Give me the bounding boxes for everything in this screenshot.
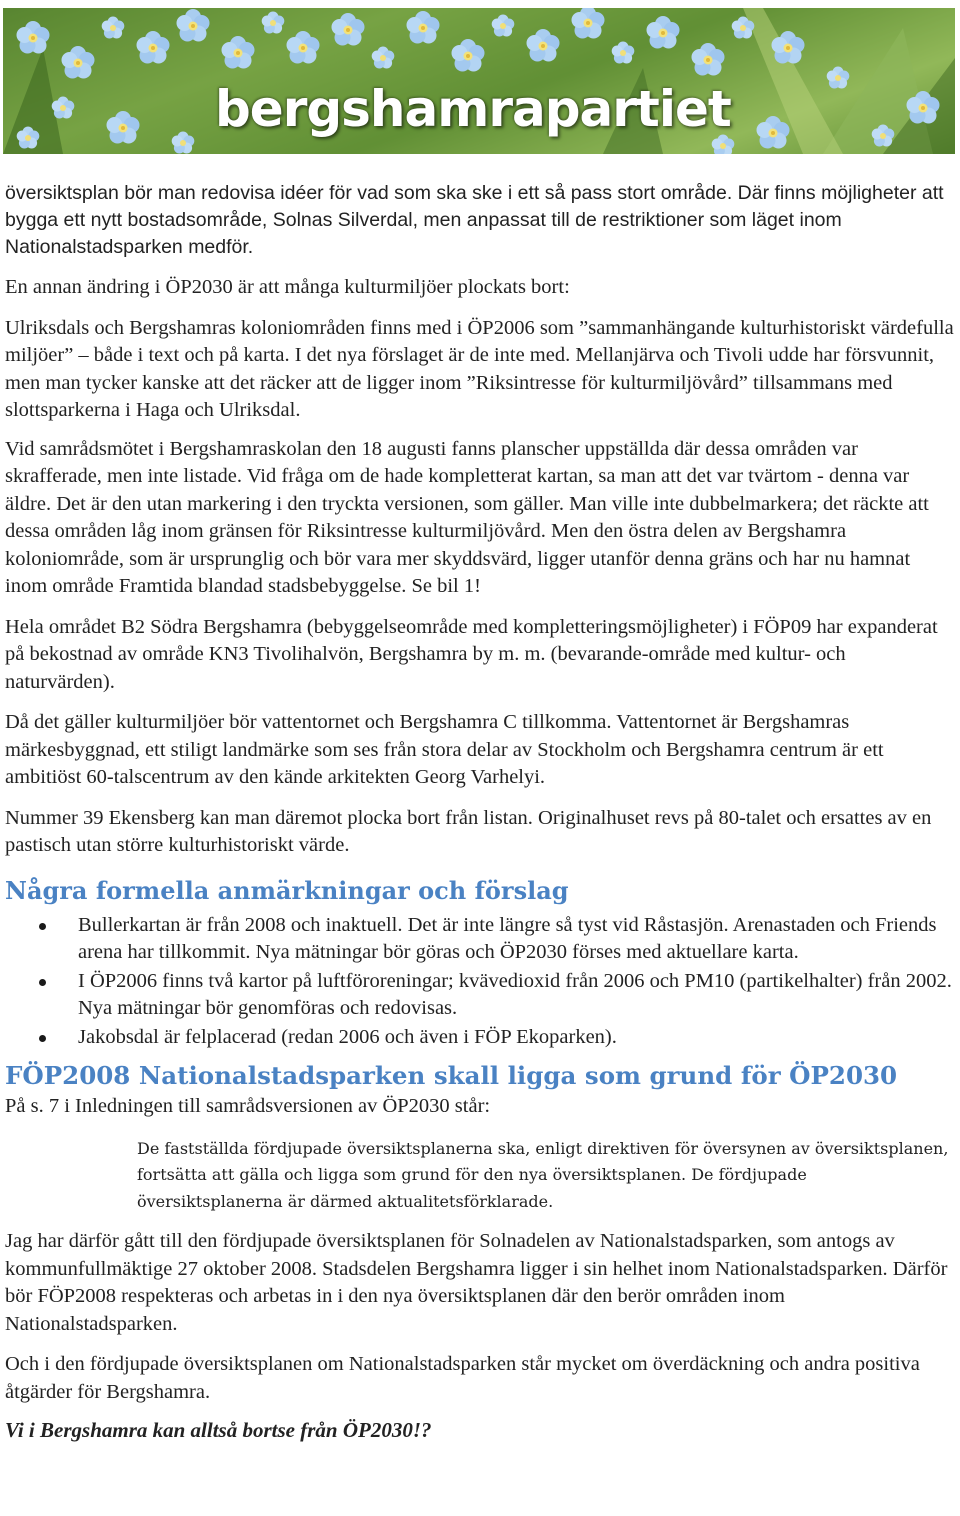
bullet-icon — [39, 1035, 46, 1042]
list-item — [5, 1024, 955, 1052]
paragraph-area-b2: Hela området B2 Södra Bergshamra (bebyggelseområde med kompletteringsmöjligheter) i FÖP09 har expanderat på bekostnad av område KN3 Tivolihalvön, Bergshamra by m. m. (bevarande-område med kultur- och naturvärden). — [5, 615, 938, 693]
paragraph-water-tower: Då det gäller kulturmiljöer bör vattentornet och Bergshamra C tillkomma. Vattentornet är Bergshamras märkesbyggnad, ett stiligt landmärke som ses från stora delar av Stockholm och Bergshamra centrum är ett ambitiöst 60-talscentrum av den kände arkitekten Georg Varhelyi. — [5, 711, 884, 788]
list-item — [5, 912, 955, 967]
quote-block: De fastställda fördjupade översiktsplanerna ska, enligt direktiven för översynen av översiktsplanen, fortsätta att gälla och ligga som grund för den nya översiktsplanen. De fördjupade översiktsplanerna är därmed aktualitetsförklarade. — [137, 1138, 949, 1211]
bullet-icon — [39, 979, 46, 986]
paragraph-fop-solna: Jag har därför gått till den fördjupade översiktsplanen för Solnadelen av Nationalstadsparken, som antogs av kommunfullmäktige 27 oktober 2008. Stadsdelen Bergshamra ligger i sin helhet inom Nationalstadsparken. Därför bör FÖP2008 respekteras och arbetas in i den nya översiktsplanen där den berör områden inom Nationalstadsparken. — [5, 1230, 948, 1335]
bullet-icon — [39, 923, 46, 930]
list-item-text: Jakobsdal är felplacerad (redan 2006 och även i FÖP Ekoparken). — [78, 1025, 617, 1048]
paragraph-positive-measures: Och i den fördjupade översiktsplanen om Nationalstadsparken står mycket om överdäckning och andra positiva åtgärder för Bergshamra. — [5, 1353, 920, 1403]
paragraph-colony-areas: Ulriksdals och Bergshamras koloniområden finns med i ÖP2006 som ”sammanhängande kulturhistoriskt värdefulla miljöer” – både i text och på karta. I det nya förslaget är de inte med. Mellanjärva och Tivoli udde har försvunnit, men man tycker kanske att det räcker att de ligger inom ”Riksintresse för kulturmiljövård” tillsammans med slottsparkerna i Haga och Ulriksdal. — [5, 316, 954, 421]
remarks-list — [5, 912, 955, 1052]
paragraph-culture-removed: En annan ändring i ÖP2030 är att många kulturmiljöer plockats bort: — [5, 276, 570, 298]
section-heading-fop2008: FÖP2008 Nationalstadsparken skall ligga som grund för ÖP2030 — [5, 1061, 898, 1090]
header-banner — [3, 8, 955, 154]
list-item — [5, 968, 955, 1023]
document-body — [5, 180, 955, 1444]
list-item-text: I ÖP2006 finns två kartor på luftföroreningar; kvävedioxid från 2006 och PM10 (partikelhalter) från 2002. Nya mätningar bör genomföras och redovisas. — [78, 969, 952, 1019]
list-item-text: Bullerkartan är från 2008 och inaktuell. Det är inte längre så tyst vid Råstasjön. Arenastaden och Friends arena har tillkommit. Nya mätningar bör göras och ÖP2030 förses med aktuellare karta. — [78, 913, 937, 963]
paragraph-plan-ideas: översiktsplan bör man redovisa idéer för vad som ska ske i ett så pass stort område. Där finns möjligheter att bygga ett nytt bostadsområde, Solnas Silverdal, men anpassat till de restriktioner som läget inom Nationalstadsparken medför. — [5, 182, 944, 258]
closing-statement: Vi i Bergshamra kan alltså bortse från ÖP2030!? — [5, 1418, 432, 1442]
site-title: bergshamrapartiet — [215, 80, 731, 138]
paragraph-quote-intro: På s. 7 i Inledningen till samrådsversionen av ÖP2030 står: — [5, 1095, 491, 1117]
paragraph-ekensberg: Nummer 39 Ekensberg kan man däremot plocka bort från listan. Originalhuset revs på 80-talet och ersattes av en pastisch utan större kulturhistoriskt värde. — [5, 806, 932, 856]
paragraph-consultation-meeting: Vid samrådsmötet i Bergshamraskolan den 18 augusti fanns planscher uppställda där dessa områden var skrafferade, men inte listade. Vid fråga om de hade kompletterat kartan, sa man att det var tvärtom - denna var äldre. Det är den utan markering i den tryckta versionen, som gäller. Man ville inte dubbelmarkera; det räckte att dessa områden låg inom gränsen för Riksintresse kulturmiljövård. Men den östra delen av Bergshamra koloniområde, som är ursprunglig och bör vara mer skyddsvärd, ligger utanför denna gräns och har nu hamnat inom område Framtida blandad stadsbebyggelse. Se bil 1! — [5, 437, 929, 597]
section-heading-remarks: Några formella anmärkningar och förslag — [5, 875, 569, 905]
